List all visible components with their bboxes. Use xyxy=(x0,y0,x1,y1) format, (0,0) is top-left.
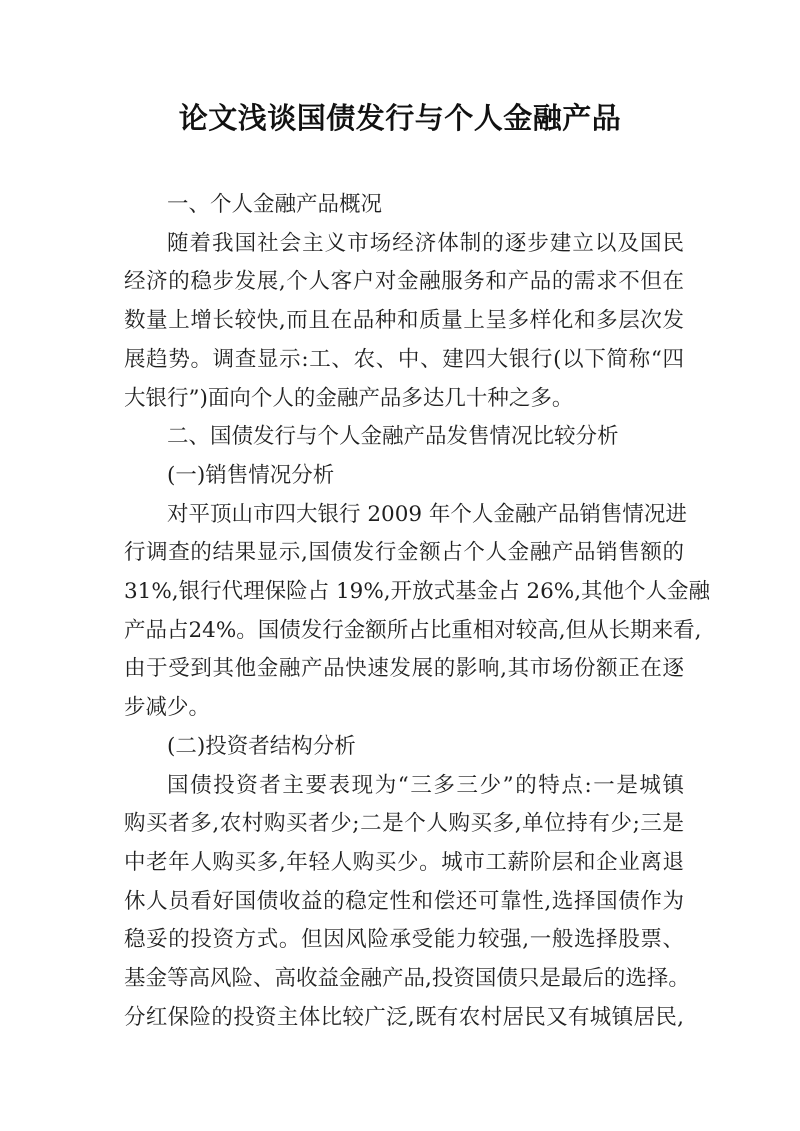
section-heading-2: 二、国债发行与个人金融产品发售情况比较分析 xyxy=(167,424,619,450)
paragraph-sales xyxy=(124,496,711,728)
document-title: 论文浅谈国债发行与个人金融产品 xyxy=(178,101,622,135)
text-line: 数量上增长较快,而且在品种和质量上呈多样化和多层次发 xyxy=(124,308,684,334)
section-heading-1: 一、个人金融产品概况 xyxy=(167,192,383,217)
subsection-heading-investors: (二)投资者结构分析 xyxy=(167,733,356,759)
text-line: 对平顶山市四大银行 2009 年个人金融产品销售情况进 xyxy=(167,501,687,527)
document-body xyxy=(124,186,711,1037)
paragraph-overview xyxy=(124,225,684,419)
text-line: 产品占24%。国债发行金额所占比重相对较高,但从长期来看, xyxy=(124,617,702,643)
text-line: 分红保险的投资主体比较广泛,既有农村居民又有城镇居民, xyxy=(124,1004,684,1030)
text-line: 稳妥的投资方式。但因风险承受能力较强,一般选择股票、 xyxy=(124,927,684,953)
text-line: 基金等高风险、高收益金融产品,投资国债只是最后的选择。 xyxy=(124,966,690,992)
text-line: 休人员看好国债收益的稳定性和偿还可靠性,选择国债作为 xyxy=(124,888,684,914)
text-line: 中老年人购买多,年轻人购买少。城市工薪阶层和企业离退 xyxy=(124,849,684,875)
text-line: 由于受到其他金融产品快速发展的影响,其市场份额正在逐 xyxy=(124,656,684,682)
text-line: 31%,银行代理保险占 19%,开放式基金占 26%,其他个人金融 xyxy=(124,579,711,605)
text-line: 随着我国社会主义市场经济体制的逐步建立以及国民 xyxy=(167,230,684,256)
text-line: 步减少。 xyxy=(124,695,211,721)
text-line: 行调查的结果显示,国债发行金额占个人金融产品销售额的 xyxy=(124,540,684,566)
subsection-heading-sales: (一)销售情况分析 xyxy=(167,462,335,488)
text-line: 国债投资者主要表现为“三多三少”的特点:一是城镇 xyxy=(167,772,684,798)
text-line: 展趋势。调查显示:工、农、中、建四大银行(以下简称“四 xyxy=(124,346,684,372)
text-line: 大银行”)面向个人的金融产品多达几十种之多。 xyxy=(124,385,574,411)
text-line: 经济的稳步发展,个人客户对金融服务和产品的需求不但在 xyxy=(124,269,684,295)
text-line: 购买者多,农村购买者少;二是个人购买多,单位持有少;三是 xyxy=(124,811,684,837)
paragraph-investors xyxy=(124,767,690,1038)
